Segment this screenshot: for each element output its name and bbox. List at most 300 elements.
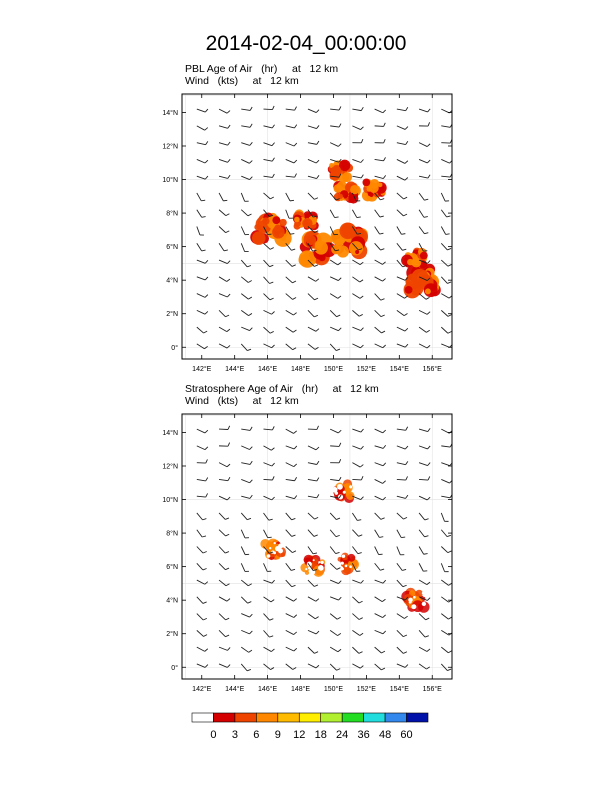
panel-1-label-line2: Wind (kts) at 12 km — [185, 75, 299, 87]
wind-barb — [330, 614, 340, 620]
wind-barb — [219, 477, 230, 480]
x-tick-label: 146°E — [258, 366, 278, 373]
colorbar-segment — [278, 713, 299, 722]
wind-barb — [352, 126, 363, 130]
wind-barb — [352, 327, 363, 330]
wind-barb — [308, 647, 318, 653]
wind-barb — [308, 327, 319, 331]
panel-1-map — [130, 90, 470, 380]
wind-barb — [241, 277, 251, 283]
age-cluster — [300, 555, 325, 577]
wind-barb — [330, 143, 341, 147]
wind-barb — [375, 310, 385, 316]
y-tick-label: 14°N — [162, 109, 178, 117]
wind-barb — [330, 597, 341, 600]
wind-barb — [330, 327, 341, 331]
wind-barb — [330, 429, 341, 433]
age-cluster — [333, 181, 361, 204]
wind-barb — [263, 630, 273, 637]
wind-barb — [197, 647, 208, 651]
wind-barb — [352, 107, 363, 110]
wind-barb — [375, 260, 386, 264]
y-tick-label: 8°N — [166, 530, 178, 538]
wind-barb — [352, 580, 363, 583]
x-tick-label: 142°E — [192, 366, 212, 373]
wind-barb — [330, 210, 338, 218]
wind-barb — [397, 664, 408, 668]
panel-2-label-line2: Wind (kts) at 12 km — [185, 395, 299, 407]
wind-barb — [441, 344, 452, 347]
colorbar-segment — [321, 713, 342, 722]
wind-barb — [419, 463, 430, 466]
x-tick-label: 144°E — [225, 366, 245, 373]
wind-barb — [397, 647, 407, 653]
wind-barb — [419, 109, 430, 112]
wind-barb — [308, 630, 319, 634]
wind-barb — [197, 260, 208, 263]
wind-barb — [375, 123, 386, 127]
wind-barb — [352, 530, 362, 537]
wind-barb — [397, 126, 408, 130]
y-tick-label: 12°N — [162, 463, 178, 471]
wind-barb — [286, 210, 293, 218]
wind-barb — [397, 327, 408, 331]
wind-barb — [197, 294, 208, 298]
wind-barb — [286, 174, 297, 178]
wind-barb — [219, 277, 230, 282]
wind-barb — [308, 547, 317, 554]
wind-barb — [241, 227, 249, 235]
wind-barb — [330, 563, 340, 569]
wind-barb — [197, 664, 208, 667]
wind-barb — [263, 327, 273, 333]
wind-barb — [219, 142, 230, 145]
grid — [182, 414, 452, 679]
wind-barb — [441, 547, 451, 553]
wind-barb — [397, 563, 406, 570]
wind-barb — [197, 159, 208, 163]
wind-barb — [286, 143, 297, 146]
wind-barb — [308, 614, 319, 619]
colorbar-label: 48 — [378, 729, 392, 741]
wind-barb — [441, 124, 452, 127]
wind-barb — [419, 580, 430, 585]
wind-barb — [375, 243, 385, 250]
wind-barb — [197, 530, 206, 537]
wind-barb — [397, 476, 408, 480]
wind-barb — [419, 513, 429, 520]
colorbar-label: 18 — [314, 729, 327, 741]
wind-barb — [263, 463, 274, 466]
wind-barb — [419, 614, 429, 620]
wind-barb — [441, 193, 449, 201]
wind-barb — [308, 344, 319, 350]
wind-barb — [375, 630, 386, 633]
wind-barb — [441, 494, 452, 497]
wind-barb — [219, 327, 230, 332]
wind-barb — [219, 210, 229, 216]
y-tick-label: 4°N — [166, 277, 178, 285]
wind-barb — [286, 496, 297, 499]
wind-barb — [441, 630, 452, 635]
wind-barb — [330, 513, 340, 520]
colorbar-segment — [385, 713, 406, 722]
wind-barbs — [197, 106, 453, 351]
wind-barb — [263, 476, 274, 480]
wind-barb — [419, 547, 428, 555]
wind-barb — [263, 310, 274, 314]
wind-barb — [375, 327, 385, 333]
wind-barb — [375, 647, 385, 653]
panel-2-map — [130, 410, 470, 700]
colorbar-label: 36 — [357, 729, 370, 741]
wind-barb — [197, 597, 207, 604]
wind-barb — [219, 175, 230, 178]
wind-barb — [219, 159, 230, 162]
wind-barb — [330, 547, 339, 554]
colorbar-label: 12 — [293, 729, 306, 741]
wind-barb — [419, 327, 430, 332]
wind-barb — [352, 614, 362, 620]
colorbar-segment — [235, 713, 256, 722]
wind-barb — [219, 193, 227, 201]
wind-barb — [308, 125, 319, 128]
wind-barb — [219, 513, 229, 520]
wind-barb — [241, 446, 252, 450]
wind-barb — [441, 327, 451, 333]
wind-barb — [375, 210, 384, 217]
wind-barb — [352, 210, 360, 218]
wind-barb — [419, 310, 430, 314]
wind-barb — [308, 175, 319, 178]
wind-barb — [219, 664, 230, 668]
age-cluster — [250, 213, 291, 247]
wind-barb — [286, 310, 297, 315]
wind-barb — [397, 495, 408, 498]
x-tick-label: 142°E — [192, 686, 212, 693]
age-cluster — [331, 222, 368, 259]
wind-barb — [241, 614, 252, 617]
wind-barb — [219, 109, 230, 113]
wind-barb — [419, 193, 428, 200]
colorbar-label: 24 — [336, 729, 349, 741]
wind-barb — [352, 139, 363, 143]
wind-barb — [397, 310, 408, 315]
wind-barb — [330, 106, 341, 110]
colorbar-segment — [256, 713, 277, 722]
wind-barb — [197, 126, 208, 130]
colorbar-segment — [342, 713, 363, 722]
wind-barb — [330, 580, 341, 583]
wind-barb — [263, 580, 274, 583]
wind-barb — [419, 630, 429, 637]
wind-barb — [308, 310, 318, 317]
wind-barb — [308, 277, 319, 282]
wind-barb — [308, 513, 318, 519]
wind-barb — [241, 647, 252, 652]
wind-barb — [241, 580, 251, 586]
wind-barb — [352, 547, 361, 554]
wind-barb — [241, 530, 249, 538]
wind-barb — [397, 277, 408, 280]
wind-barb — [352, 664, 363, 668]
wind-barb — [263, 125, 274, 128]
wind-barb — [441, 444, 452, 448]
x-tick-label: 148°E — [290, 686, 311, 693]
age-cluster — [328, 160, 353, 183]
wind-barb — [419, 530, 428, 537]
wind-barb — [263, 597, 274, 602]
wind-barb — [419, 647, 430, 651]
wind-barb — [286, 563, 295, 570]
colorbar-label: 3 — [231, 729, 238, 741]
wind-barb — [286, 294, 296, 300]
x-tick-label: 152°E — [356, 366, 376, 373]
wind-barb — [197, 429, 208, 433]
wind-barb — [308, 141, 319, 144]
wind-barb — [375, 513, 385, 519]
wind-barb — [308, 530, 318, 537]
wind-barb — [330, 277, 341, 281]
x-tick-label: 156°E — [422, 686, 442, 693]
wind-barb — [375, 109, 386, 113]
wind-barb — [397, 513, 407, 519]
wind-barb — [241, 107, 252, 110]
wind-barb — [197, 141, 208, 144]
x-tick-label: 146°E — [258, 686, 278, 693]
wind-barb — [197, 493, 208, 497]
wind-barb — [219, 547, 229, 554]
wind-barb — [441, 597, 452, 602]
wind-barb — [397, 159, 408, 163]
wind-barb — [219, 227, 229, 233]
wind-barb — [286, 243, 295, 250]
plot-frame — [182, 414, 452, 679]
wind-barb — [286, 463, 297, 467]
wind-barb — [419, 143, 430, 147]
wind-barb — [308, 193, 318, 199]
wind-barb — [397, 107, 408, 110]
wind-barb — [397, 193, 407, 199]
wind-barb — [330, 443, 341, 447]
wind-barb — [308, 159, 319, 163]
wind-barb — [219, 294, 230, 297]
wind-barb — [330, 477, 341, 480]
wind-barb — [286, 513, 296, 520]
wind-barb — [197, 563, 207, 570]
age-cluster — [299, 231, 336, 268]
wind-barb — [286, 630, 297, 634]
wind-barb — [197, 446, 208, 450]
wind-barb — [441, 563, 448, 571]
wind-barb — [241, 461, 252, 464]
wind-barb — [375, 139, 386, 143]
y-tick-label: 10°N — [162, 177, 178, 185]
wind-barb — [286, 344, 296, 350]
y-tick-label: 12°N — [162, 143, 178, 151]
x-tick-label: 150°E — [323, 686, 344, 693]
wind-barb — [397, 227, 406, 235]
wind-barb — [419, 122, 430, 126]
y-tick-label: 6°N — [166, 244, 178, 252]
wind-barb — [197, 614, 207, 620]
wind-barb — [419, 159, 430, 163]
colorbar-segment — [213, 713, 234, 722]
wind-barb — [219, 125, 230, 128]
wind-barb — [308, 597, 319, 601]
wind-barb — [219, 614, 229, 620]
wind-barb — [197, 210, 206, 218]
wind-barb — [263, 277, 273, 284]
y-tick-label: 0° — [171, 344, 178, 352]
wind-barb — [352, 159, 363, 162]
wind-barb — [441, 294, 452, 299]
wind-barb — [352, 294, 363, 299]
x-tick-label: 152°E — [356, 686, 376, 693]
wind-barb — [352, 429, 363, 432]
wind-barb — [197, 344, 208, 349]
wind-barb — [397, 530, 405, 538]
wind-barb — [352, 630, 363, 635]
wind-barb — [263, 614, 273, 621]
wind-barb — [241, 243, 248, 251]
y-tick-label: 2°N — [166, 631, 178, 639]
wind-barb — [241, 210, 251, 216]
wind-barb — [352, 277, 363, 282]
wind-barb — [286, 429, 297, 433]
wind-barb — [441, 580, 452, 585]
wind-barb — [219, 530, 229, 536]
wind-barb — [419, 664, 430, 669]
wind-barb — [375, 463, 386, 466]
wind-barb — [197, 477, 208, 480]
colorbar — [190, 712, 430, 724]
wind-barb — [286, 614, 297, 618]
wind-barb — [263, 106, 274, 110]
wind-barb — [197, 630, 207, 636]
wind-barb — [352, 513, 361, 521]
x-tick-label: 144°E — [225, 686, 245, 693]
wind-barb — [441, 159, 452, 163]
wind-barb — [419, 210, 428, 218]
wind-barb — [219, 563, 229, 569]
wind-barb — [197, 227, 204, 236]
wind-barb — [263, 243, 273, 249]
wind-barb — [330, 459, 341, 463]
wind-barb — [263, 294, 273, 300]
wind-barb — [375, 563, 384, 570]
main-title: 2014-02-04_00:00:00 — [205, 32, 407, 55]
y-tick-label: 6°N — [166, 564, 178, 572]
wind-barb — [241, 124, 252, 127]
wind-barb — [308, 426, 319, 430]
wind-barb — [397, 210, 407, 216]
wind-barb — [263, 143, 274, 146]
wind-barb — [197, 327, 207, 333]
y-tick-label: 8°N — [166, 210, 178, 218]
wind-barb — [397, 243, 406, 250]
wind-barb — [219, 426, 230, 430]
wind-barb — [330, 294, 341, 299]
wind-barb — [241, 547, 249, 555]
wind-barb — [375, 445, 386, 448]
wind-barb — [286, 597, 297, 601]
colorbar-segment — [364, 713, 385, 722]
colorbar-label: 9 — [274, 729, 281, 741]
wind-barb — [352, 463, 363, 467]
colorbar-label: 60 — [400, 729, 413, 741]
wind-barb — [263, 664, 273, 670]
y-tick-label: 10°N — [162, 497, 178, 505]
age-cluster — [260, 539, 286, 560]
y-tick-label: 2°N — [166, 311, 178, 319]
wind-barb — [241, 495, 252, 498]
wind-barb — [441, 227, 449, 235]
wind-barb — [441, 647, 451, 653]
wind-barb — [241, 142, 252, 145]
wind-barb — [286, 547, 296, 553]
wind-barb — [241, 176, 252, 179]
wind-barb — [241, 294, 252, 300]
wind-barb — [241, 159, 252, 163]
wind-barb — [286, 327, 297, 332]
age-cluster — [293, 209, 319, 230]
wind-barb — [263, 158, 274, 161]
age-cluster — [404, 264, 441, 299]
wind-barb — [375, 479, 386, 483]
wind-barb — [241, 513, 251, 520]
wind-barb — [197, 459, 208, 463]
wind-barb — [397, 547, 404, 555]
wind-barb — [441, 614, 452, 620]
wind-barb — [375, 530, 384, 538]
wind-barb — [241, 193, 248, 201]
wind-barb — [286, 125, 297, 128]
wind-barb — [263, 174, 274, 177]
wind-barb — [241, 597, 251, 603]
y-tick-label: 0° — [171, 664, 178, 672]
wind-barb — [375, 157, 386, 160]
wind-barb — [219, 463, 230, 467]
wind-barb — [397, 427, 408, 431]
colorbar-segment — [299, 713, 320, 722]
wind-barb — [308, 109, 319, 112]
wind-barb — [219, 580, 229, 586]
panel-2-label-line1: Stratosphere Age of Air (hr) at 12 km — [185, 383, 379, 395]
colorbar-label: 6 — [253, 729, 260, 741]
wind-barb — [397, 614, 408, 619]
wind-barb — [352, 647, 362, 653]
x-tick-label: 154°E — [389, 686, 409, 693]
wind-barb — [375, 597, 386, 602]
wind-barb — [197, 176, 208, 179]
wind-barb — [286, 277, 296, 283]
wind-barb — [330, 310, 340, 316]
wind-barb — [375, 277, 386, 281]
wind-barb — [263, 446, 274, 450]
wind-barb — [375, 664, 385, 670]
wind-barb — [263, 647, 274, 651]
wind-barb — [397, 461, 408, 464]
wind-barb — [197, 547, 207, 554]
wind-barb — [197, 513, 207, 520]
wind-barb — [241, 479, 252, 482]
wind-barb — [286, 159, 297, 163]
wind-barb — [197, 277, 208, 280]
wind-barb — [397, 630, 407, 636]
wind-barb — [286, 107, 297, 111]
wind-barb — [308, 461, 319, 464]
